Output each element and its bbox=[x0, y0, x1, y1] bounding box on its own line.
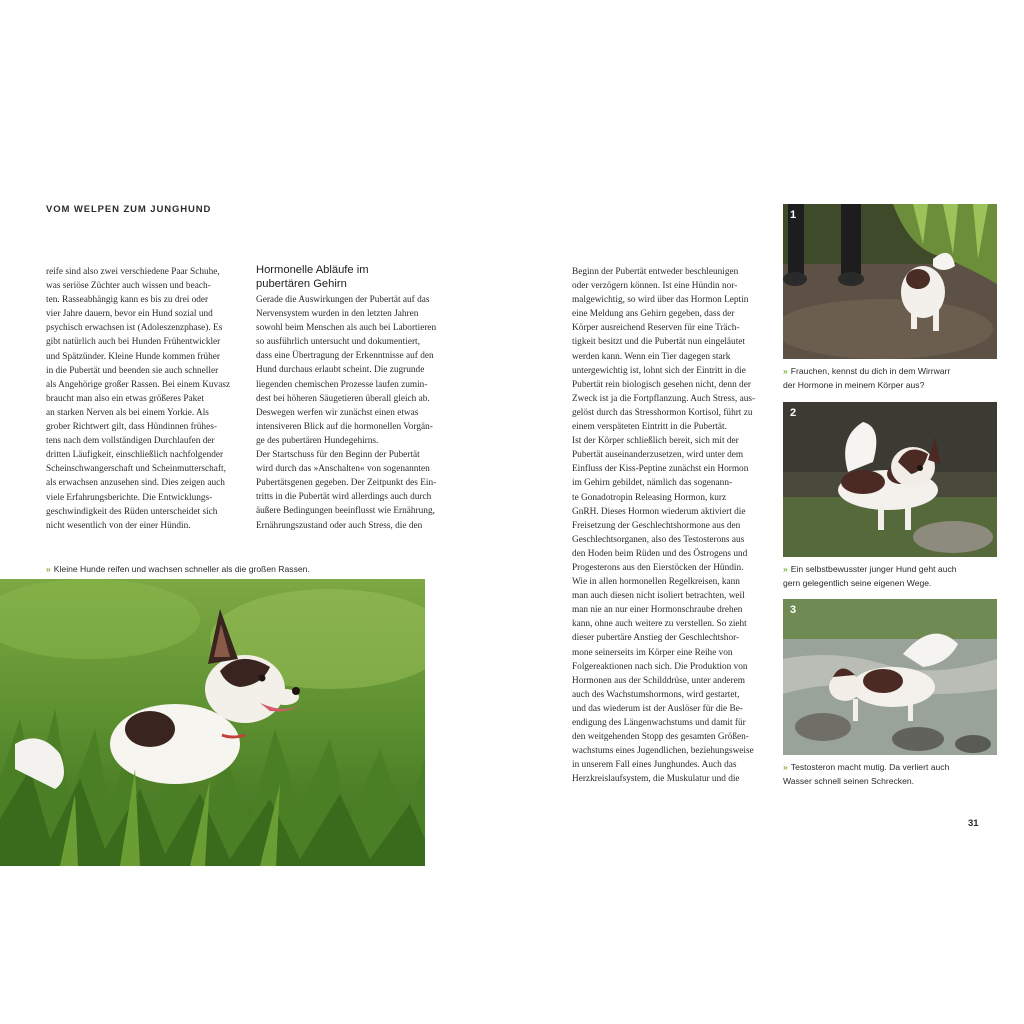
text-line: reife sind also zwei verschiedene Paar Schuhe, bbox=[46, 267, 220, 277]
photo-3 bbox=[783, 599, 997, 755]
text-line: tens nach dem vollständigen Durchlaufen der bbox=[46, 436, 215, 447]
chevron-right-icon: » bbox=[783, 564, 788, 574]
text-line: tigkeit besitzt und die Pubertät nun eingeläutet bbox=[572, 337, 745, 348]
text-line: ge des pubertären Hundegehirns. bbox=[256, 435, 379, 446]
text-column-1 bbox=[46, 265, 246, 533]
main-dog-photo bbox=[0, 579, 425, 866]
text-line: GnRH. Dieses Hormon wiederum aktiviert die bbox=[572, 506, 746, 517]
text-line: Hormonen aus der Schilddrüse, unter anderem bbox=[572, 675, 745, 686]
text-line: Nervensystem wurden in den letzten Jahren bbox=[256, 309, 419, 320]
text-line: Geschlechtsorganen, also des Testosterons aus bbox=[572, 534, 745, 545]
text-line: Deswegen werfen wir zunächst einen etwas bbox=[256, 407, 419, 418]
text-line: Progesterons aus den Eierstöcken der Hündin. bbox=[572, 562, 744, 573]
text-line: viele Erfahrungsberichte. Die Entwicklungs- bbox=[46, 492, 213, 503]
text-line: endigung des Längenwachstums und damit für bbox=[572, 718, 746, 728]
heading-line: pubertären Gehirn bbox=[256, 278, 347, 290]
text-line: intensiveren Blick auf die hormonellen Vorgän- bbox=[256, 421, 433, 432]
chevron-right-icon: » bbox=[783, 366, 788, 376]
text-line: dritten Läufigkeit, einschließlich nachfolgender bbox=[46, 450, 224, 461]
text-line: ten. Rasseabhängig kann es bis zu drei oder bbox=[46, 295, 209, 306]
text-line: als Angehörige großer Rassen. Bei einem Kuvasz bbox=[46, 379, 231, 390]
text-line: untergewichtig ist, lohnt sich der Eintritt in die bbox=[572, 365, 746, 376]
caption-line: Frauchen, kennst du dich in dem Wirrwarr bbox=[790, 366, 951, 376]
text-line: te Gonadotropin Releasing Hormon, kurz bbox=[572, 492, 727, 503]
text-line: wachstums eines Jugendlichen, beziehungsweise bbox=[572, 746, 754, 757]
text-line: in unserem Fall eines Junghundes. Auch das bbox=[572, 760, 737, 771]
text-line: werden kann. Wenn ein Tier dagegen stark bbox=[572, 351, 731, 362]
text-line: Ist der Körper schließlich bereit, sich mit der bbox=[572, 436, 739, 447]
text-line: was seriöse Züchter auch wissen und beach- bbox=[46, 281, 211, 292]
text-line: man nie an nur einer Hormonschraube drehen bbox=[572, 605, 743, 616]
heading-line: Hormonelle Abläufe im bbox=[256, 264, 369, 276]
text-line: in die Pubertät und beenden sie auch schneller bbox=[46, 365, 219, 376]
chevron-right-icon: » bbox=[46, 564, 51, 574]
text-line: mone seinerseits im Körper eine Reihe von bbox=[572, 647, 733, 658]
text-line: Beginn der Pubertät entweder beschleunigen bbox=[572, 267, 739, 277]
section-heading bbox=[256, 263, 369, 291]
photo-number-badge: 2 bbox=[790, 407, 797, 419]
text-line: Hund durchaus erlaubt scheint. Die zugrunde bbox=[256, 365, 425, 376]
text-line: nicht wesentlich von der einer Hündin. bbox=[46, 520, 191, 531]
text-line: an starken Nerven als bei einem Yorkie. Als bbox=[46, 407, 209, 418]
text-line: braucht man also ein etwas größeres Paket bbox=[46, 393, 204, 404]
text-line: tritts in die Pubertät wird allerdings auch durch bbox=[256, 492, 432, 503]
text-line: als erwachsen anzusehen sind. Dies zeigen auch bbox=[46, 478, 225, 489]
photo-1-caption bbox=[783, 364, 950, 392]
text-line: gibt natürlich auch bei Hunden Frühentwickler bbox=[46, 337, 221, 348]
text-line: so ausführlich untersucht und dokumentiert, bbox=[256, 337, 420, 348]
photo-1 bbox=[783, 204, 997, 359]
text-line: eine Meldung ans Gehirn gegeben, dass der bbox=[572, 309, 735, 320]
text-line: dieser pubertäre Anstieg der Geschlechtshor- bbox=[572, 633, 740, 644]
text-line: Körper ausreichend Reserven für eine Träch- bbox=[572, 323, 740, 334]
text-line: Pubertät rein biologisch gesehen nicht, denn der bbox=[572, 379, 751, 390]
photo-3-caption bbox=[783, 760, 949, 788]
caption-line: Wasser schnell seinen Schrecken. bbox=[783, 776, 915, 786]
text-line: psychisch erwachsen ist (Adoleszenzphase). Es bbox=[46, 323, 223, 334]
text-line: Gerade die Auswirkungen der Pubertät auf das bbox=[256, 295, 430, 305]
text-line: dass eine Übertragung der Erkenntnisse auf den bbox=[256, 351, 434, 362]
photo-number-badge: 1 bbox=[790, 209, 797, 221]
text-line: einem verspäteten Eintritt in die Pubertät. bbox=[572, 422, 727, 433]
text-line: Einfluss der Kiss-Peptine zunächst ein Hormon bbox=[572, 464, 749, 475]
text-line: Scheinschwangerschaft und Scheinmutterschaft, bbox=[46, 464, 226, 475]
text-line: und Spätzünder. Kleine Hunde kommen früher bbox=[46, 351, 221, 362]
page-number: 31 bbox=[968, 818, 979, 829]
text-line: geschwindigkeit des Rüden unterscheidet sich bbox=[46, 506, 218, 517]
main-photo-caption bbox=[46, 562, 310, 576]
chevron-right-icon: » bbox=[783, 762, 788, 772]
text-line: kann, ohne auch weitere zu verstellen. So zieht bbox=[572, 619, 747, 630]
running-head: VOM WELPEN ZUM JUNGHUND bbox=[46, 204, 212, 215]
text-line: Folgereaktionen nach sich. Die Produktion von bbox=[572, 661, 748, 672]
photo-2 bbox=[783, 402, 997, 557]
text-line: und das wiederum ist der Auslöser für die Be- bbox=[572, 703, 743, 714]
text-line: sowohl beim Menschen als auch bei Labortieren bbox=[256, 323, 437, 334]
text-line: Ernährungszustand oder auch Stress, die den bbox=[256, 520, 423, 531]
text-line: den Hoden beim Rüden und des Östrogens und bbox=[572, 548, 748, 559]
photo-number-badge: 3 bbox=[790, 604, 797, 616]
text-line: vier Jahre dauern, bevor ein Hund sozial und bbox=[46, 309, 213, 320]
text-line: Der Startschuss für den Beginn der Pubertät bbox=[256, 450, 420, 461]
text-line: Herzkreislaufsystem, die Muskulatur und die bbox=[572, 774, 740, 785]
text-line: Pubertät auseinanderzusetzen, wird unter dem bbox=[572, 450, 744, 461]
text-line: Wie in allen hormonellen Regelkreisen, kann bbox=[572, 577, 740, 588]
text-line: grober Richtwert gilt, dass Hündinnen frühes- bbox=[46, 422, 217, 433]
caption-line: Ein selbstbewusster junger Hund geht auch bbox=[790, 564, 957, 574]
caption-line: gern gelegentlich seine eigenen Wege. bbox=[783, 578, 932, 588]
text-line: gelöst durch das Stresshormon Kortisol, führt zu bbox=[572, 407, 753, 418]
caption-text: Kleine Hunde reifen und wachsen schneller als die großen Rassen. bbox=[53, 564, 310, 574]
text-line: Pubertätsgenen gegeben. Der Zeitpunkt des Ein- bbox=[256, 478, 437, 489]
caption-line: der Hormone in meinem Körper aus? bbox=[783, 380, 925, 390]
text-line: liegenden chemischen Prozesse laufen zumin- bbox=[256, 379, 428, 390]
text-line: wird durch das »Anschalten« von sogenannten bbox=[256, 464, 430, 475]
text-line: oder verzögern können. Ist eine Hündin nor- bbox=[572, 281, 738, 292]
caption-line: Testosteron macht mutig. Da verliert auch bbox=[790, 762, 950, 772]
text-line: Freisetzung der Geschlechtshormone aus den bbox=[572, 520, 741, 531]
text-column-2 bbox=[256, 293, 461, 533]
text-line: Zweck ist ja die Fortpflanzung. Auch Stress, aus- bbox=[572, 393, 756, 404]
text-line: malgewichtig, so wird über das Hormon Leptin bbox=[572, 295, 749, 306]
text-line: dest bei höheren Säugetieren überall gleich ab. bbox=[256, 393, 430, 404]
text-line: äußere Bedingungen beeinflusst wie Ernährung, bbox=[256, 506, 435, 517]
text-line: man auch diesen nicht isoliert betrachten, weil bbox=[572, 591, 745, 602]
text-line: auch des Wachstumshormons, wird gestartet, bbox=[572, 689, 740, 700]
photo-2-caption bbox=[783, 562, 957, 590]
text-line: den weitgehenden Stopp des gesamten Größen- bbox=[572, 732, 749, 743]
text-column-3 bbox=[572, 265, 777, 786]
text-line: im Gehirn gebildet, nämlich das sogenann- bbox=[572, 478, 733, 489]
